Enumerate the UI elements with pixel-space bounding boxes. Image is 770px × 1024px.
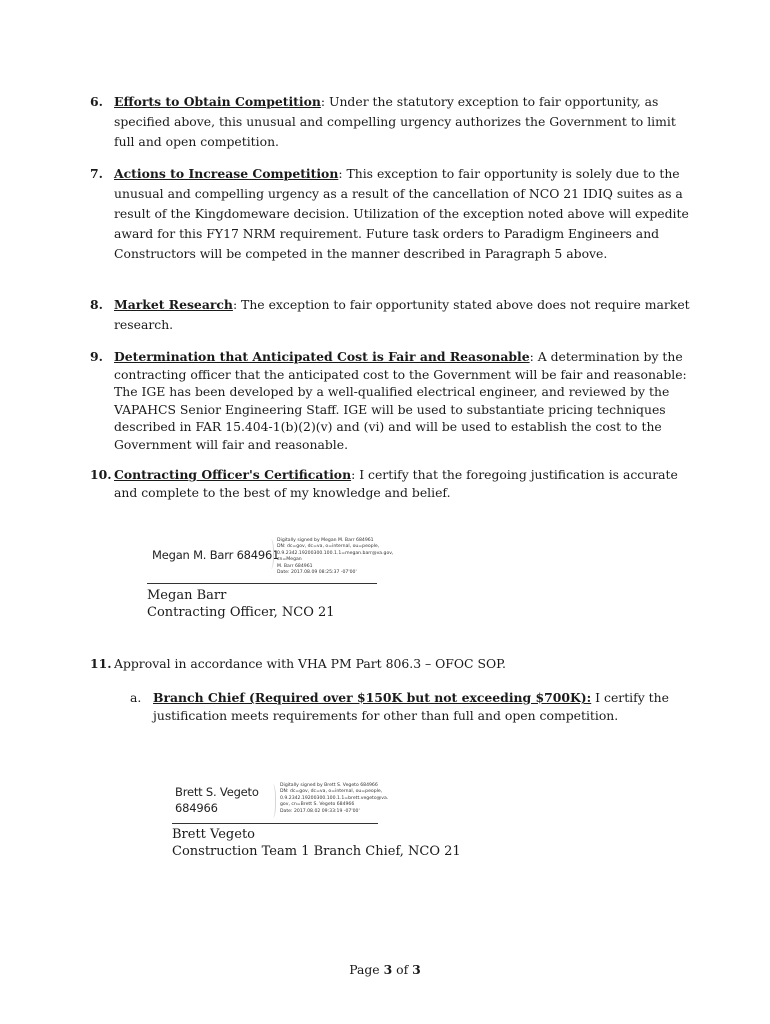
section-11 xyxy=(90,654,690,674)
section-7 xyxy=(90,164,690,264)
signature-line xyxy=(172,823,378,824)
section-number: 9. xyxy=(90,349,103,364)
section-number: 10. xyxy=(90,467,112,482)
section-heading: Actions to Increase Competition xyxy=(114,166,339,181)
section-heading: Market Research xyxy=(114,297,233,312)
section-text: Approval in accordance with VHA PM Part 806.3 – OFOC SOP. xyxy=(114,656,506,671)
section-9 xyxy=(90,348,690,453)
signer-block xyxy=(172,826,461,860)
signature-line xyxy=(147,583,377,584)
digital-signature-details: Digitally signed by Megan M. Barr 684961 DN: dc=gov, dc=va, o=internal, ou=people, 0.9.2342.19200300.100.1.1=megan.barr@va.gov, cn=Megan M. Barr 684961 Date: 2017.08.09 08:25:37 -07'00' xyxy=(277,538,394,576)
page-word: Page xyxy=(349,962,380,977)
section-text: : Under the statutory exception to fair opportunity, as specified above, this unusual and compelling urgency authorizes the Government to limit full and open competition. xyxy=(114,94,676,149)
section-text: I certify the justification meets requirements for other than full and open competition. xyxy=(153,690,669,723)
section-body xyxy=(114,164,690,264)
section-8 xyxy=(90,295,690,335)
section-number: 6. xyxy=(90,94,103,109)
signature-divider xyxy=(266,539,274,569)
of-word: of xyxy=(396,962,409,977)
section-body xyxy=(114,92,690,152)
signer-name: Brett Vegeto xyxy=(172,827,255,842)
section-6 xyxy=(90,92,690,152)
signature-divider xyxy=(268,784,276,818)
section-heading: Contracting Officer's Certification xyxy=(114,467,352,482)
signer-title: Contracting Officer, NCO 21 xyxy=(147,605,335,620)
total-pages-number: 3 xyxy=(412,962,421,977)
section-number: 8. xyxy=(90,297,103,312)
subsection-letter: a. xyxy=(130,690,142,705)
digital-signature-name xyxy=(175,784,259,816)
section-heading: Efforts to Obtain Competition xyxy=(114,94,321,109)
signer-title: Construction Team 1 Branch Chief, NCO 21 xyxy=(172,844,461,859)
signer-block xyxy=(147,587,335,621)
section-body xyxy=(114,295,690,335)
section-body xyxy=(114,348,690,453)
section-heading: Determination that Anticipated Cost is Fair and Reasonable xyxy=(114,349,530,364)
section-text: : This exception to fair opportunity is solely due to the unusual and compelling urgency as a result of the cancellation of NCO 21 IDIQ suites as a result of the Kingdomeware decision. Utilization of the exception noted above will expedite award for this FY17 NRM requirement. Future task orders to Paradigm Engineers and Constructors will be competed in the manner described in Paragraph 5 above. xyxy=(114,166,689,261)
section-11a xyxy=(130,689,690,724)
digital-signature-name-line1: Brett S. Vegeto xyxy=(175,785,259,799)
section-text: : A determination by the contracting officer that the anticipated cost to the Government will be fair and reasonable: The IGE has been developed by a well-qualified electrical engineer, and reviewed by the VAPAHCS Senior Engineering Staff. IGE will be used to substantiate pricing techniques described in FAR 15.404-1(b)(2)(v) and (vi) and will be used to establish the cost to the Government will fair and reasonable. xyxy=(114,349,687,452)
section-text: : I certify that the foregoing justification is accurate and complete to the best of my knowledge and belief. xyxy=(114,467,678,500)
digital-signature-name: Megan M. Barr 684961 xyxy=(152,548,280,562)
digital-signature-details: Digitally signed by Brett S. Vegeto 684966 DN: dc=gov, dc=va, o=internal, ou=people, 0.9.2342.19200300.100.1.1=brett.vegeto@va. gov, cn=Brett S. Vegeto 684966 Date: 2017.08.02 09:33:19 -07'00' xyxy=(280,783,389,814)
digital-signature-name-line2: 684966 xyxy=(175,801,218,815)
page-footer xyxy=(0,960,770,980)
section-number: 11. xyxy=(90,656,112,671)
section-body xyxy=(114,466,690,501)
signer-name: Megan Barr xyxy=(147,588,227,603)
section-body xyxy=(153,689,690,724)
section-number: 7. xyxy=(90,166,103,181)
section-body xyxy=(114,654,690,674)
current-page-number: 3 xyxy=(383,962,393,977)
section-text: : The exception to fair opportunity stated above does not require market research. xyxy=(114,297,690,332)
section-10 xyxy=(90,466,690,501)
section-heading: Branch Chief (Required over $150K but not exceeding $700K): xyxy=(153,690,592,705)
